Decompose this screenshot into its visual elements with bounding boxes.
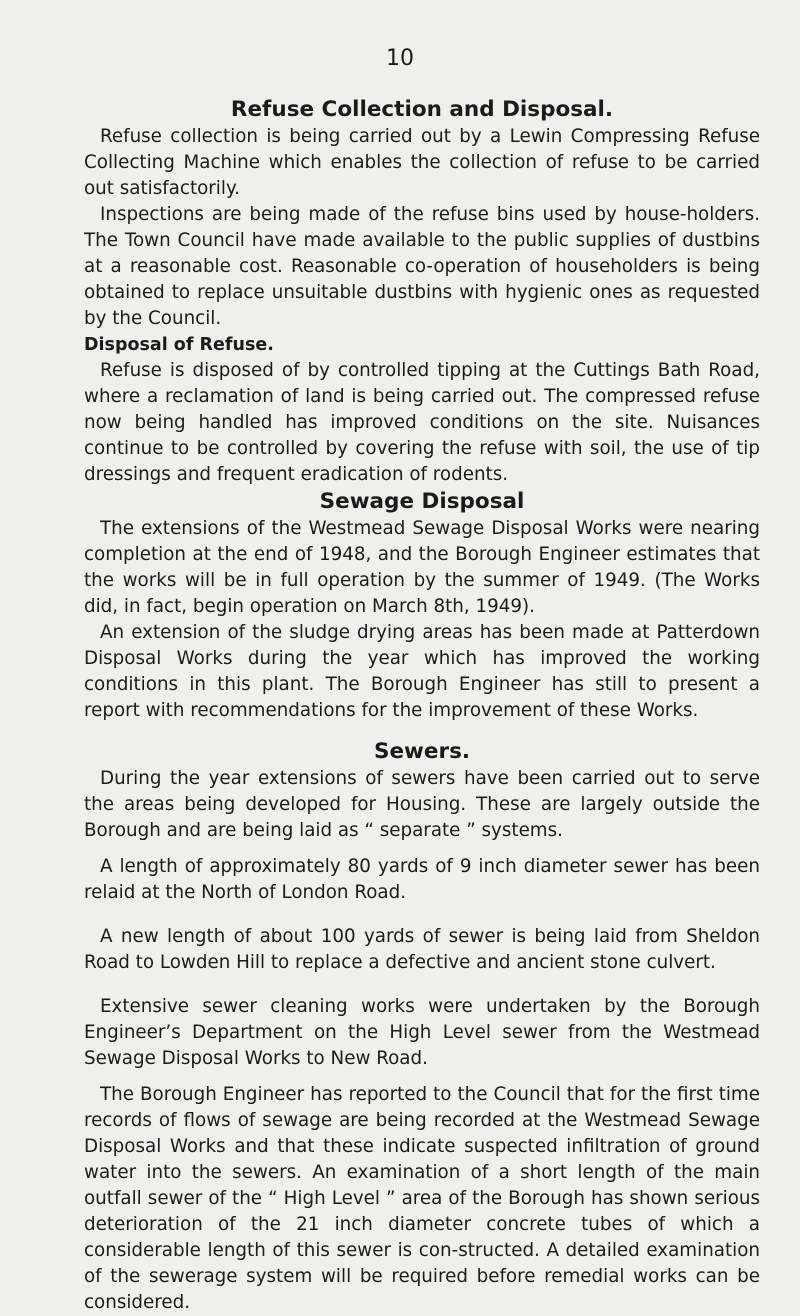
paragraph: The Borough Engineer has reported to the Council that for the first time records of flows of sewage are being recorded at the Westmead Sewage Disposal Works and that these indicate suspected infiltration of ground water into the sewers. An examination of a short length of the main outfall sewer of the “ High Level ” area of the Borough has shown serious deterioration of the 21 inch diameter concrete tubes of which a considerable length of this sewer is con-structed. A detailed examination of the sewerage system will be required before remedial works can be considered. (84, 1084, 760, 1313)
page-number: 10 (386, 46, 414, 71)
heading-disposal-of-refuse: Disposal of Refuse. (84, 335, 274, 355)
paragraph: During the year extensions of sewers have been carried out to serve the areas being developed for Housing. These are largely outside the Borough and are being laid as “ separate ” systems. (84, 768, 760, 841)
page-content (84, 96, 760, 1316)
paragraph: The extensions of the Westmead Sewage Disposal Works were nearing completion at the end of 1948, and the Borough Engineer estimates that the works will be in full operation by the summer of 1949. (The Works did, in fact, begin operation on March 8th, 1949). (84, 518, 760, 617)
heading-sewers: Sewers. (373, 739, 471, 764)
paragraph: Refuse collection is being carried out by a Lewin Compressing Refuse Collecting Machine which enables the collection of refuse to be carried out satisfactorily. (84, 126, 760, 199)
paragraph: An extension of the sludge drying areas has been made at Patterdown Disposal Works during the year which has improved the working conditions in this plant. The Borough Engineer has still to present a report with recommendations for the improvement of these Works. (84, 622, 760, 721)
paragraph: A length of approximately 80 yards of 9 inch diameter sewer has been relaid at the North of London Road. (84, 856, 760, 903)
paragraph: Inspections are being made of the refuse bins used by house-holders. The Town Council have made available to the public supplies of dustbins at a reasonable cost. Reasonable co-operation of householders is being obtained to replace unsuitable dustbins with hygienic ones as requested by the Council. (84, 204, 760, 329)
paragraph: Extensive sewer cleaning works were undertaken by the Borough Engineer’s Department on the High Level sewer from the Westmead Sewage Disposal Works to New Road. (84, 996, 760, 1069)
paragraph: A new length of about 100 yards of sewer is being laid from Sheldon Road to Lowden Hill to replace a defective and ancient stone culvert. (84, 926, 760, 973)
paragraph: Refuse is disposed of by controlled tipping at the Cuttings Bath Road, where a reclamation of land is being carried out. The compressed refuse now being handled has improved conditions on the site. Nuisances continue to be controlled by covering the refuse with soil, the use of tip dressings and frequent eradication of rodents. (84, 360, 760, 485)
heading-sewage-disposal: Sewage Disposal (319, 489, 525, 514)
heading-refuse-collection: Refuse Collection and Disposal. (230, 97, 614, 122)
